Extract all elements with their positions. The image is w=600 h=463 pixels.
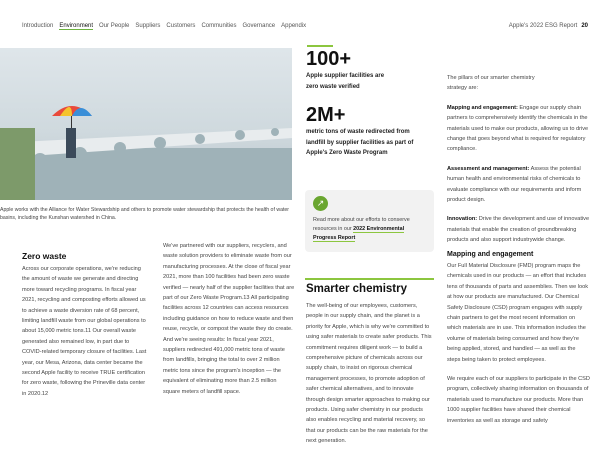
nav-governance[interactable]: Governance: [242, 23, 276, 29]
nav-customers[interactable]: Customers: [166, 23, 196, 29]
section-title: Zero waste: [22, 251, 67, 261]
nav-introduction[interactable]: Introduction: [22, 23, 54, 29]
page-number: 20: [581, 23, 588, 29]
report-header: [509, 23, 588, 29]
callout-box: [305, 190, 434, 252]
nav-appendix[interactable]: Appendix: [281, 23, 307, 29]
arrow-up-right-icon[interactable]: ↗: [313, 196, 328, 211]
section-nav: [22, 23, 306, 30]
pillars-intro: The pillars of our smarter chemistry strategy are:: [447, 75, 535, 92]
body-text: Across our corporate operations, we're reducing the amount of waste we generate and directing more toward recycling programs. In fiscal year 2021, recycling and composting efforts allowed us to achieve a waste diversion rate of 68 percent, limiting landfill waste from our global operations to about 15,000 metric tons.11 Our overall waste generated also remained low, in part due to COVID-related temporary closure of facilities. Last year, our Mesa, Arizona, data center became the second Apple facility to receive TRUE certification for zero waste, following the Prineville data center in 2020.12: [22, 266, 147, 397]
pillar-item: Assessment and management: Assess the potential human health and environmental risks of chemicals to evaluate compliance with our requirements and inform product design.: [447, 165, 582, 204]
photo-caption: Apple works with the Alliance for Water Stewardship and others to promote water stewardship that protects the health of water basins, including the Kunshan watershed in China.: [0, 207, 290, 221]
nav-communities[interactable]: Communities: [201, 23, 237, 29]
body-text: We've partnered with our suppliers, recyclers, and waste solution providers to eliminate waste from our manufacturing processes. At the close of fiscal year 2021, more than 100 facilities had been zero waste verified — nearly half of the supplier facilities that are part of our Zero Waste Program.13 All participating facilities across 12 countries can access resources including guidance on how to reduce waste and then reuse, recycle, or compost the waste they do create. And we're seeing results: In fiscal year 2021, suppliers redirected 491,000 metric tons of waste from landfills, bringing the total to over 2 million metric tons since the program's inception — the equivalent of eliminating more than 2.5 million square meters of landfill space.: [163, 243, 295, 395]
body-text: We require each of our suppliers to participate in the CSD program, collectively sharing information on thousands of materials used to manufacture our products. More than 1000 supplier facilities have shared their chemical inventories as well as storage and safety: [447, 376, 590, 424]
nav-our-people[interactable]: Our People: [99, 23, 130, 29]
divider: [307, 45, 333, 47]
pillar-item: Innovation: Drive the development and use of innovative materials that enable the creation of groundbreaking products and also support industrywide change.: [447, 216, 590, 244]
section-title: Smarter chemistry: [306, 283, 407, 295]
stat-value: 2M+: [306, 104, 346, 126]
nav-suppliers[interactable]: Suppliers: [135, 23, 161, 29]
report-title: Apple's 2022 ESG Report: [508, 23, 578, 29]
progress-report-link[interactable]: 2022 Environmental Progress Report: [313, 226, 405, 241]
nav-environment[interactable]: Environment: [59, 23, 94, 29]
stat-value: 100+: [306, 48, 352, 70]
pillar-item: Mapping and engagement: Engage our supply chain partners to comprehensively identify the chemicals in the materials used to make our products, allowing us to drive change that goes beyond what is required for regulatory compliance.: [447, 104, 589, 153]
bridge-photo: [0, 48, 292, 200]
stat-label: metric tons of waste redirected from landfill by supplier facilities as part of Apple's Zero Waste Program: [306, 129, 414, 156]
stat-label: Apple supplier facilities are zero waste verified: [306, 73, 385, 90]
body-text: The well-being of our employees, customers, people in our supply chain, and the planet is a priority for Apple, which is why we're committed to using safer materials to create safer products. This commitment requires diligent work — to build a comprehensive picture of chemicals across our supply chain, to insist on rigorous chemical management processes, to promote adoption of safer chemical alternatives, and to innovate through design smarter approaches to making our products. Using safer chemistry in our products also enables recycling and material recovery, so that our products can be the raw materials for the next generation.: [306, 303, 432, 445]
section-title: Mapping and engagement: [447, 251, 534, 258]
callout-text: Read more about our efforts to conserve resources in our: [313, 217, 410, 232]
divider: [305, 278, 434, 280]
body-text: Our Full Material Disclosure (FMD) program maps the chemicals used in our products — an effort that includes tens of thousands of parts and assemblies. Then we look at how our products are manufactured. Our Chemical Safety Disclosure (CSD) program engages with supply chain partners to get the most recent information on which materials are in use. This information includes the volume of materials being consumed and how they're being applied, stored, and handled — as well as the steps being taken to protect employees.: [447, 263, 589, 363]
